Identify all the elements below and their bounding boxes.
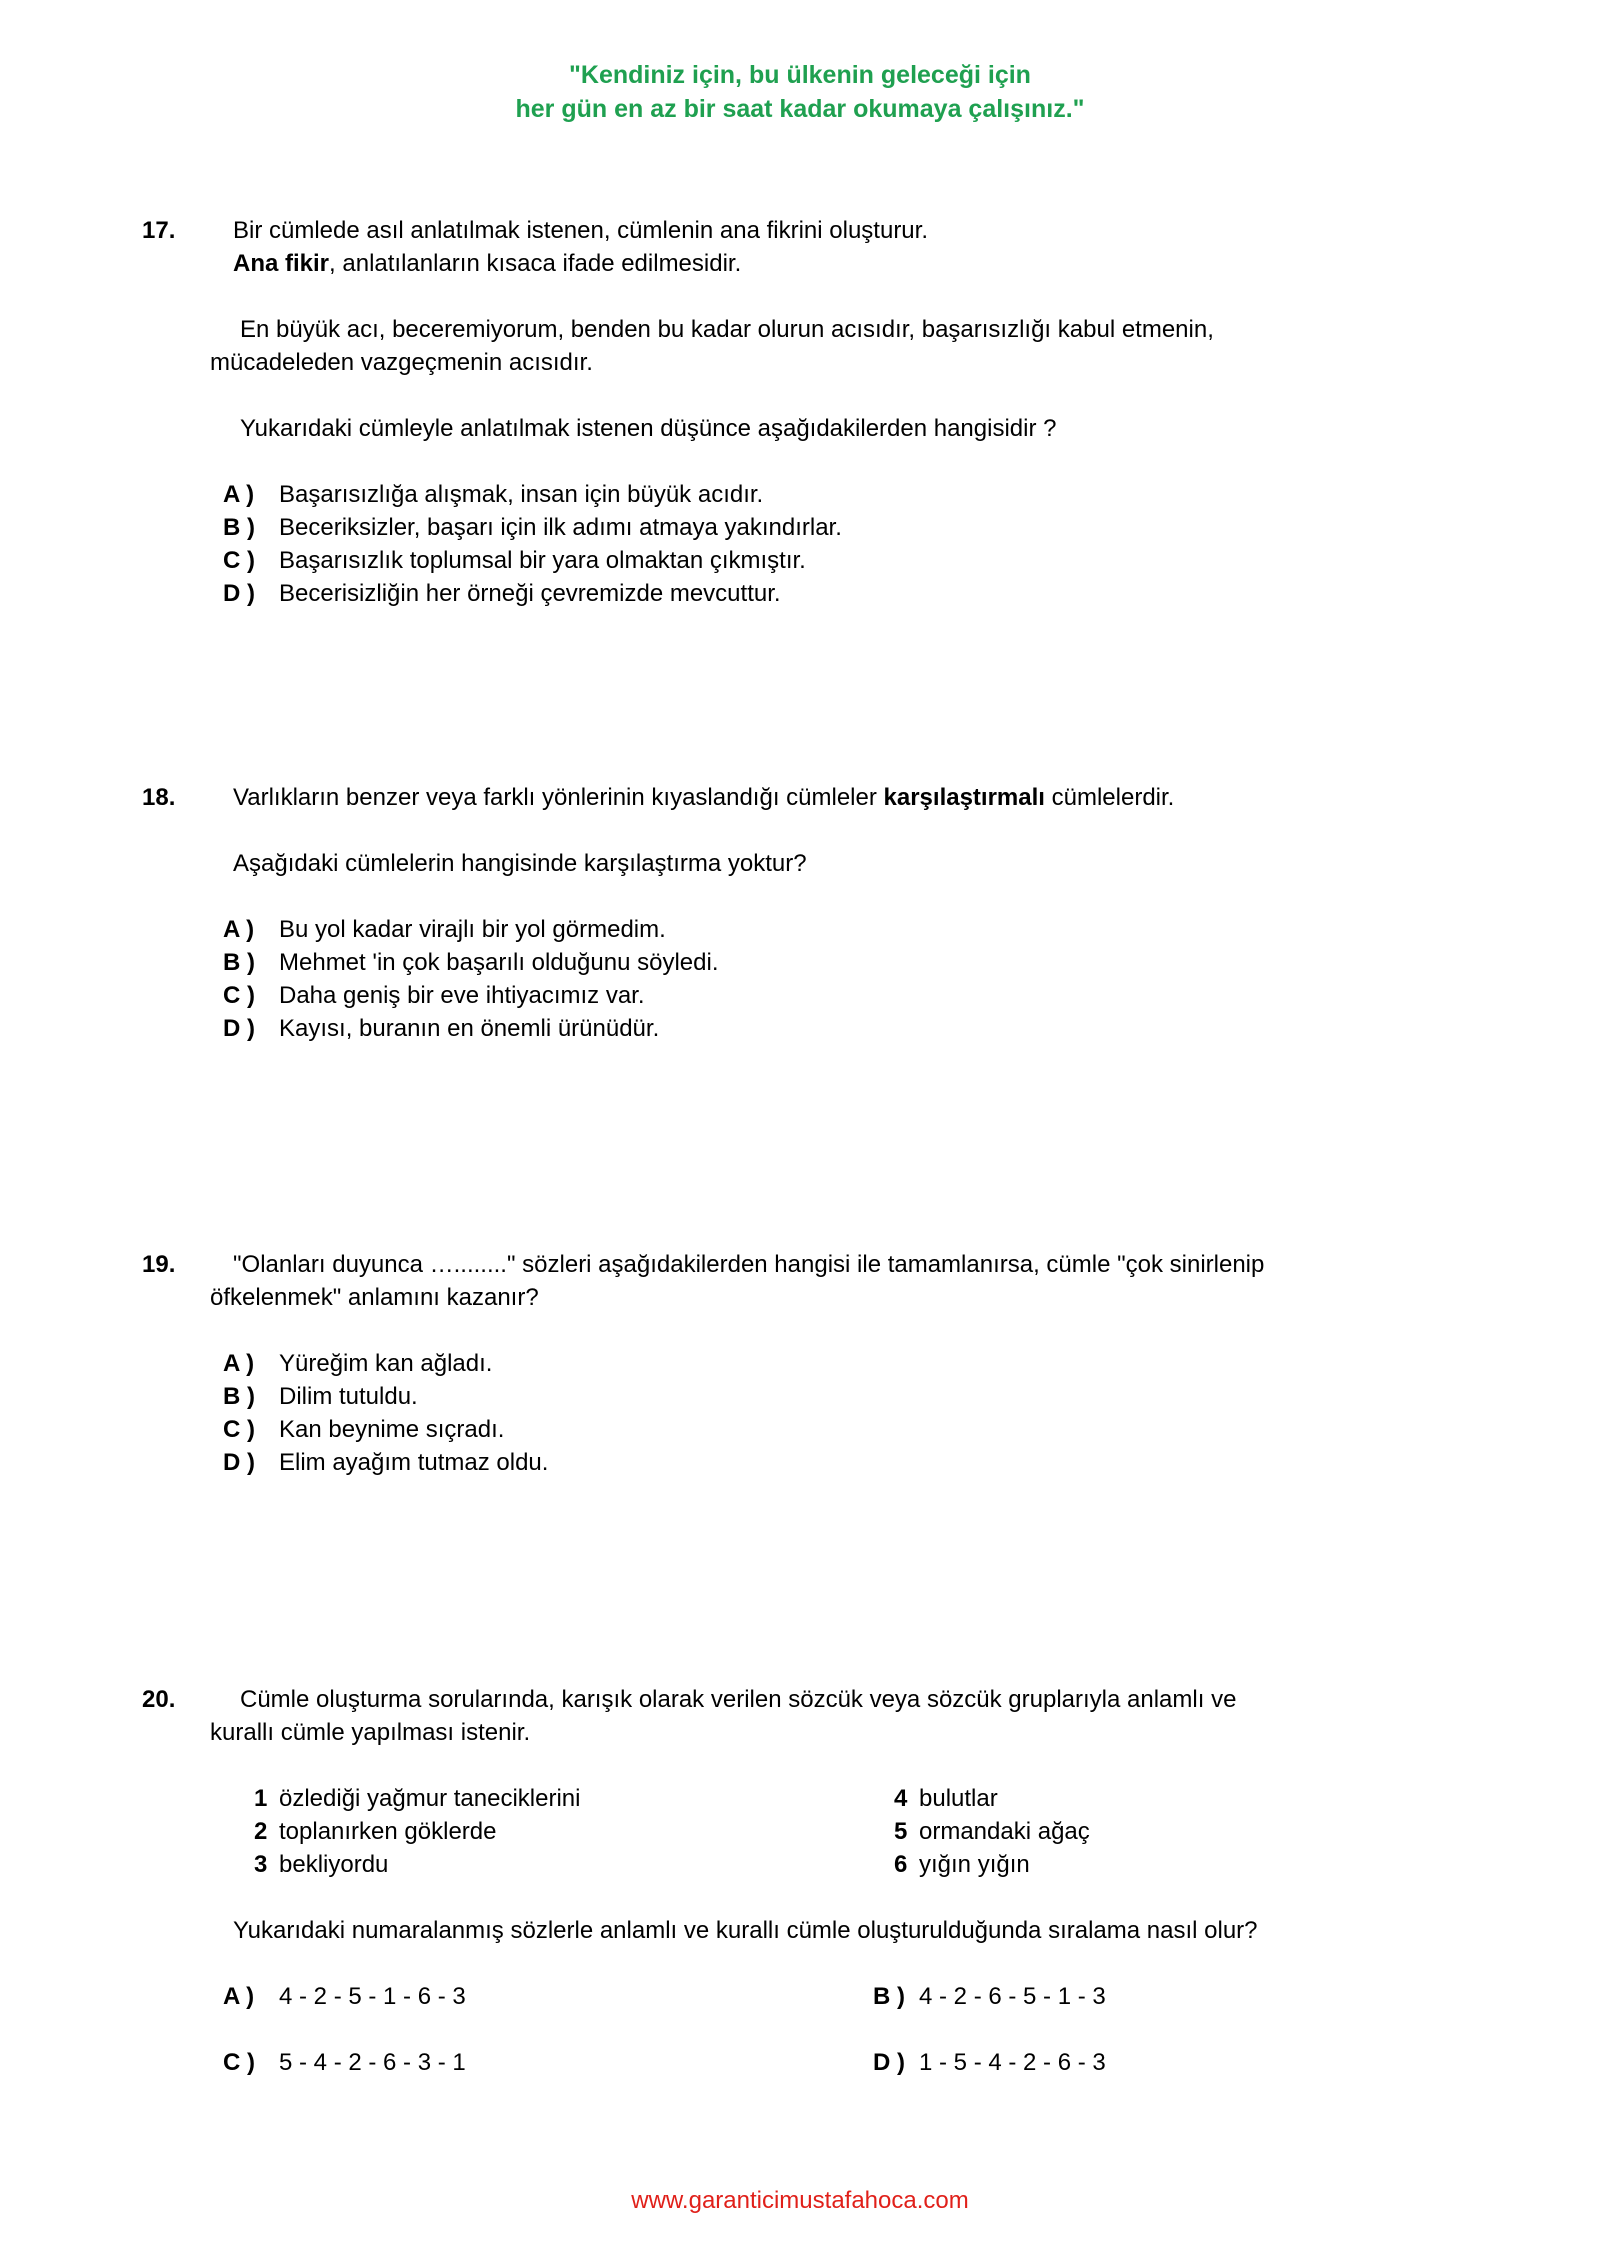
word-item-3: 3 bekliyordu [254, 1851, 389, 1878]
question-intro-line-2: öfkelenmek" anlamını kazanır? [210, 1284, 539, 1311]
option-d[interactable]: D ) Kayısı, buranın en önemli ürünüdür. [223, 1015, 660, 1042]
question-passage-line-1: En büyük acı, beceremiyorum, benden bu kadar olurun acısıdır, başarısızlığı kabul etmenin, [240, 316, 1214, 343]
question-intro: Bir cümlede asıl anlatılmak istenen, cümlenin ana fikrini oluşturur. [233, 217, 928, 244]
question-prompt: Yukarıdaki numaralanmış sözlerle anlamlı ve kurallı cümle oluşturulduğunda sıralama nasıl olur? [233, 1917, 1258, 1944]
option-d[interactable]: D ) Elim ayağım tutmaz oldu. [223, 1449, 549, 1476]
word-item-5: 5 ormandaki ağaç [894, 1818, 1090, 1845]
definition-text: , anlatılanların kısaca ifade edilmesidir. [329, 250, 742, 277]
option-c[interactable]: C ) Daha geniş bir eve ihtiyacımız var. [223, 982, 645, 1009]
question-number: 20. [142, 1686, 176, 1713]
option-a[interactable]: A ) Bu yol kadar virajlı bir yol görmedim. [223, 916, 666, 943]
option-b[interactable]: B ) 4 - 2 - 6 - 5 - 1 - 3 [873, 1983, 1106, 2010]
question-passage-line-2: mücadeleden vazgeçmenin acısıdır. [210, 349, 593, 376]
option-c[interactable]: C ) Başarısızlık toplumsal bir yara olmaktan çıkmıştır. [223, 547, 806, 574]
bold-term: karşılaştırmalı [883, 784, 1045, 811]
option-a[interactable]: A ) 4 - 2 - 5 - 1 - 6 - 3 [223, 1983, 466, 2010]
option-b[interactable]: B ) Mehmet 'in çok başarılı olduğunu söyledi. [223, 949, 719, 976]
question-intro-line-2: kurallı cümle yapılması istenir. [210, 1719, 531, 1746]
option-d[interactable]: D ) Becerisizliğin her örneği çevremizde mevcuttur. [223, 580, 781, 607]
question-number: 17. [142, 217, 176, 244]
word-item-1: 1 özlediği yağmur taneciklerini [254, 1785, 581, 1812]
question-prompt: Yukarıdaki cümleyle anlatılmak istenen düşünce aşağıdakilerden hangisidir ? [240, 415, 1057, 442]
question-intro: Varlıkların benzer veya farklı yönlerinin kıyaslandığı cümleler karşılaştırmalı cümlelerdir. [233, 784, 1175, 811]
option-b[interactable]: B ) Dilim tutuldu. [223, 1383, 418, 1410]
header-quote [0, 58, 1600, 126]
option-a[interactable]: A ) Yüreğim kan ağladı. [223, 1350, 493, 1377]
footer-website-link[interactable]: www.garanticimustafahoca.com [631, 2187, 969, 2214]
question-definition [233, 247, 741, 280]
option-c[interactable]: C ) 5 - 4 - 2 - 6 - 3 - 1 [223, 2049, 466, 2076]
word-item-2: 2 toplanırken göklerde [254, 1818, 497, 1845]
bold-term: Ana fikir [233, 250, 330, 277]
header-quote-line-1: "Kendiniz için, bu ülkenin geleceği için [569, 61, 1031, 89]
question-number: 18. [142, 784, 176, 811]
option-b[interactable]: B ) Beceriksizler, başarı için ilk adımı atmaya yakındırlar. [223, 514, 842, 541]
question-intro-line-1: "Olanları duyunca …........" sözleri aşağıdakilerden hangisi ile tamamlanırsa, cümle "çok sinirlenip [233, 1251, 1265, 1278]
question-number: 19. [142, 1251, 176, 1278]
question-intro-line-1: Cümle oluşturma sorularında, karışık olarak verilen sözcük veya sözcük gruplarıyla anlamlı ve [240, 1686, 1237, 1713]
word-item-6: 6 yığın yığın [894, 1851, 1030, 1878]
question-prompt: Aşağıdaki cümlelerin hangisinde karşılaştırma yoktur? [233, 850, 807, 877]
word-item-4: 4 bulutlar [894, 1785, 998, 1812]
option-d[interactable]: D ) 1 - 5 - 4 - 2 - 6 - 3 [873, 2049, 1106, 2076]
option-c[interactable]: C ) Kan beynime sıçradı. [223, 1416, 505, 1443]
option-a[interactable]: A ) Başarısızlığa alışmak, insan için büyük acıdır. [223, 481, 764, 508]
header-quote-line-2: her gün en az bir saat kadar okumaya çalışınız." [515, 95, 1085, 123]
